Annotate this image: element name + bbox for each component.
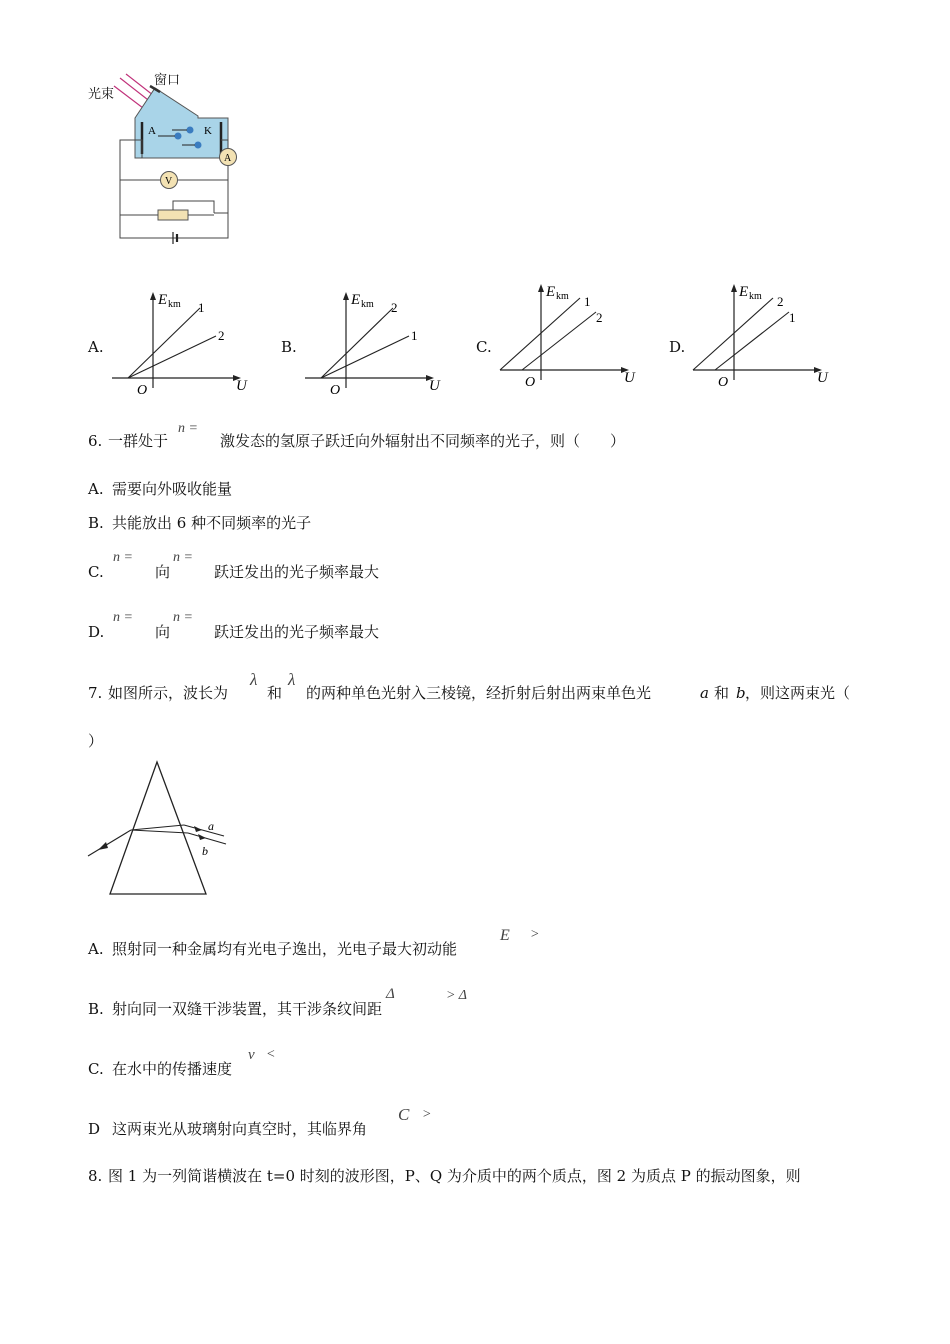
x-axis-label: U [624, 370, 635, 386]
ray-b-label: b [202, 844, 208, 858]
y-axis-arrow [538, 284, 544, 292]
q6-option-c-letter[interactable]: C. [88, 563, 104, 581]
q7-option-c-text: 在水中的传播速度 [112, 1060, 233, 1078]
x-axis-label: U [236, 378, 247, 394]
q6-option-a-text: 需要向外吸收能量 [112, 480, 233, 498]
q7-lambda1: λ [250, 670, 258, 689]
y-axis-label: E [546, 284, 556, 300]
graph-line-upper-label: 2 [391, 300, 398, 315]
y-axis-label: E [158, 292, 168, 308]
q6-option-c-n-to: n = [173, 550, 193, 565]
graph-line-lower [321, 336, 409, 378]
y-axis-subscript: km [556, 291, 569, 302]
q7-option-c-letter[interactable]: C. [88, 1060, 104, 1078]
q7-option-b-text: 射向同一双缝干涉装置，其干涉条纹间距 [112, 1000, 383, 1018]
graph-line-lower-label: 2 [218, 328, 225, 343]
graph-line-lower-label: 1 [411, 328, 418, 343]
q6-stem-before: 一群处于 [108, 432, 169, 450]
q7-option-d-text: 这两束光从玻璃射向真空时，其临界角 [112, 1120, 368, 1138]
cathode-label: K [204, 125, 212, 137]
q6-option-d-mid: 向 [155, 623, 171, 641]
graph-line-lower [522, 312, 596, 370]
q6-n-expression: n = [178, 421, 198, 436]
q6-option-d-letter[interactable]: D. [88, 623, 105, 641]
q7-stem-part2: 的两种单色光射入三棱镜，经折射后射出两束单色光 [306, 684, 652, 702]
y-axis-label: E [739, 284, 749, 300]
graph-line-upper-label: 1 [198, 300, 205, 315]
q8-number: 8. [88, 1167, 103, 1185]
ek-u-graph-option-3 [496, 280, 656, 390]
q7-option-b-relation: > Δ [446, 988, 467, 1003]
electron [175, 133, 182, 140]
ray-a-label: a [208, 819, 214, 833]
q7-option-a-text: 照射同一种金属均有光电子逸出，光电子最大初动能 [112, 940, 458, 958]
graph-line-lower-label: 2 [596, 310, 603, 325]
graph-line-lower [715, 312, 789, 370]
q6-option-c-text: 跃迁发出的光子频率最大 [214, 563, 380, 581]
q6-option-c-n-from: n = [113, 550, 133, 565]
q6-option-d-n-from: n = [113, 610, 133, 625]
q7-option-c-relation: < [266, 1047, 276, 1062]
y-axis-arrow [731, 284, 737, 292]
rheostat [158, 210, 188, 220]
q7-and-word2: 和 [714, 684, 730, 702]
prism-diagram [84, 758, 244, 898]
q6-option-b-letter[interactable]: B. [88, 514, 104, 532]
graph-line-upper [128, 308, 200, 378]
q7-option-a-letter[interactable]: A. [88, 940, 104, 958]
y-axis-subscript: km [168, 299, 181, 310]
q6-number: 6. [88, 432, 103, 450]
anode-label: A [148, 125, 156, 137]
exit-ray-a-arrow [194, 826, 202, 832]
graph-line-lower-label: 1 [789, 310, 796, 325]
q7-option-a-math: E [500, 927, 510, 944]
ammeter-label: A [224, 153, 232, 164]
ek-u-graph-option-1 [108, 288, 268, 398]
q7-option-c-math: v [248, 1047, 255, 1063]
incident-ray-arrow [98, 842, 108, 850]
q6-option-b-text: 共能放出 6 种不同频率的光子 [112, 514, 312, 532]
y-axis-label: E [351, 292, 361, 308]
vacuum-tube [135, 88, 228, 158]
q7-option-b-letter[interactable]: B. [88, 1000, 104, 1018]
origin-label: O [137, 383, 148, 398]
graph-option-letter[interactable]: D. [669, 338, 686, 356]
q7-and-word: 和 [267, 684, 283, 702]
q6-option-c-mid: 向 [155, 563, 171, 581]
graph-line-upper-label: 1 [584, 294, 591, 309]
origin-label: O [525, 375, 536, 390]
ek-u-graph-option-2 [301, 288, 461, 398]
electron [195, 142, 202, 149]
q7-option-d-letter[interactable]: D [88, 1120, 101, 1138]
window-label: 窗口 [154, 73, 181, 88]
ek-u-graph-option-4 [689, 280, 849, 390]
q6-stem-after: 激发态的氢原子跃迁向外辐射出不同频率的光子，则（ ） [220, 432, 626, 450]
q7-stem-part3: ，则这两束光（ [745, 684, 851, 702]
voltmeter-label: V [165, 176, 173, 187]
electron [187, 127, 194, 134]
q6-option-d-n-to: n = [173, 610, 193, 625]
refracted-ray-a [131, 825, 184, 830]
graph-line-lower [128, 336, 216, 378]
graph-option-letter[interactable]: B. [281, 338, 297, 356]
graph-option-letter[interactable]: C. [476, 338, 492, 356]
q8-text: 图 1 为一列简谐横波在 t=0 时刻的波形图，P、Q 为介质中的两个质点，图 2 为质点 P 的振动图象，则 [108, 1167, 801, 1185]
q7-number: 7. [88, 684, 103, 702]
graph-line-upper [321, 308, 393, 378]
q7-option-d-math: C [398, 1105, 410, 1124]
q7-option-b-math: Δ [386, 986, 395, 1002]
graph-line-upper-label: 2 [777, 294, 784, 309]
refracted-ray-b [131, 830, 188, 833]
q6-option-a-letter[interactable]: A. [88, 480, 104, 498]
beam-label: 光束 [88, 87, 115, 102]
q7-beam-b: b [736, 684, 746, 702]
exit-ray-b-arrow [198, 834, 206, 840]
y-axis-subscript: km [749, 291, 762, 302]
exit-ray-a [184, 825, 224, 836]
q7-lambda2: λ [288, 670, 296, 689]
y-axis-arrow [343, 292, 349, 300]
q7-close-paren: ） [88, 732, 104, 750]
x-axis-label: U [429, 378, 440, 394]
q7-option-a-relation: > [530, 927, 540, 942]
q7-option-d-relation: > [422, 1107, 432, 1122]
q6-option-d-text: 跃迁发出的光子频率最大 [214, 623, 380, 641]
x-axis-label: U [817, 370, 828, 386]
graph-option-letter[interactable]: A. [88, 338, 104, 356]
origin-label: O [330, 383, 341, 398]
origin-label: O [718, 375, 729, 390]
q7-stem-part1: 如图所示，波长为 [108, 684, 229, 702]
y-axis-arrow [150, 292, 156, 300]
q7-beam-a: a [700, 684, 709, 702]
y-axis-subscript: km [361, 299, 374, 310]
